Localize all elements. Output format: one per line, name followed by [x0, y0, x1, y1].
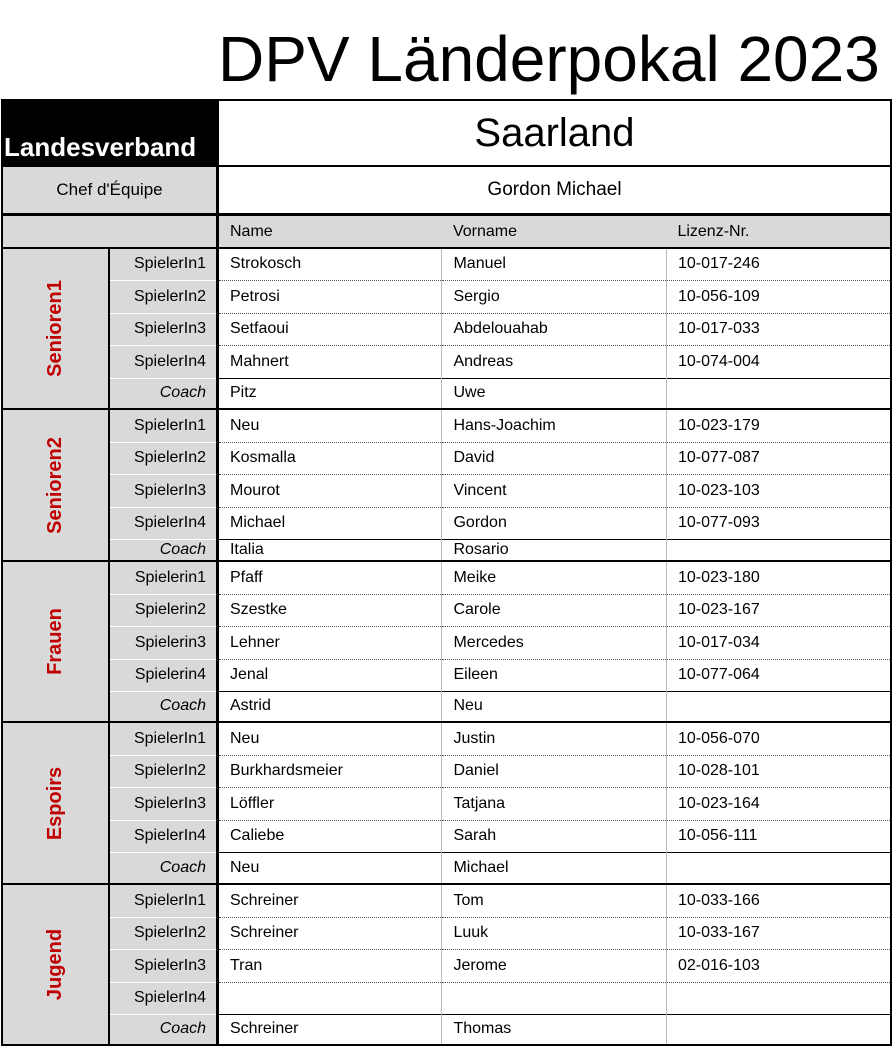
name-cell: Petrosi: [217, 280, 441, 313]
table-row: [2, 539, 891, 561]
group-label-text: Frauen: [44, 608, 67, 675]
lizenz-cell: [666, 852, 891, 884]
table-row: [2, 852, 891, 884]
name-cell: Jenal: [217, 659, 441, 691]
role-label: SpielerIn4: [109, 982, 217, 1014]
team-table: [1, 99, 892, 1046]
name-cell: Kosmalla: [217, 442, 441, 474]
vorname-cell: Mercedes: [442, 626, 666, 659]
column-header-row: [2, 215, 891, 249]
name-cell: Mahnert: [217, 345, 441, 378]
state-name: Saarland: [217, 100, 891, 166]
name-cell: Pitz: [217, 378, 441, 409]
name-cell: Löffler: [217, 787, 441, 820]
vorname-cell: Tatjana: [442, 787, 666, 820]
lizenz-cell: 10-033-167: [666, 917, 891, 949]
name-cell: Neu: [217, 722, 441, 755]
table-row: [2, 884, 891, 917]
lizenz-cell: [666, 539, 891, 561]
lizenz-cell: 10-077-064: [666, 659, 891, 691]
role-label: SpielerIn3: [109, 313, 217, 345]
header-vorname: Vorname: [442, 215, 666, 249]
header-blank: [2, 215, 217, 249]
vorname-cell: Jerome: [442, 949, 666, 982]
lizenz-cell: 10-023-103: [666, 474, 891, 507]
lizenz-cell: 10-077-087: [666, 442, 891, 474]
role-label: SpielerIn3: [109, 474, 217, 507]
table-row: [2, 313, 891, 345]
name-cell: Tran: [217, 949, 441, 982]
vorname-cell: Andreas: [442, 345, 666, 378]
table-row: [2, 949, 891, 982]
role-label: SpielerIn2: [109, 917, 217, 949]
name-cell: Szestke: [217, 594, 441, 626]
vorname-cell: Eileen: [442, 659, 666, 691]
table-row: [2, 248, 891, 280]
name-cell: Schreiner: [217, 917, 441, 949]
name-cell: Neu: [217, 852, 441, 884]
landesverband-label: Landesverband: [2, 100, 217, 166]
group-label-text: Espoirs: [44, 766, 67, 840]
vorname-cell: Uwe: [442, 378, 666, 409]
table-row: [2, 507, 891, 539]
name-cell: Schreiner: [217, 1014, 441, 1045]
group-label-text: Senioren1: [44, 280, 67, 377]
name-cell: Pfaff: [217, 561, 441, 594]
name-cell: Schreiner: [217, 884, 441, 917]
role-label: SpielerIn1: [109, 722, 217, 755]
lizenz-cell: [666, 982, 891, 1014]
group-label: [2, 248, 109, 409]
vorname-cell: Hans-Joachim: [442, 409, 666, 442]
role-label: SpielerIn3: [109, 787, 217, 820]
role-label: SpielerIn2: [109, 280, 217, 313]
name-cell: Burkhardsmeier: [217, 755, 441, 787]
page-title: DPV Länderpokal 2023: [218, 23, 880, 95]
role-label: SpielerIn2: [109, 442, 217, 474]
lizenz-cell: 10-074-004: [666, 345, 891, 378]
header-lizenz: Lizenz-Nr.: [666, 215, 891, 249]
lizenz-cell: 10-023-167: [666, 594, 891, 626]
name-cell: Astrid: [217, 691, 441, 722]
lizenz-cell: 10-028-101: [666, 755, 891, 787]
lizenz-cell: [666, 1014, 891, 1045]
lizenz-cell: 10-077-093: [666, 507, 891, 539]
chef-label: Chef d'Équipe: [2, 166, 217, 215]
vorname-cell: [442, 982, 666, 1014]
vorname-cell: Michael: [442, 852, 666, 884]
group-label: [2, 561, 109, 722]
role-label: Coach: [109, 378, 217, 409]
table-row: [2, 755, 891, 787]
table-row: [2, 659, 891, 691]
lizenz-cell: 10-017-034: [666, 626, 891, 659]
lizenz-cell: 10-023-180: [666, 561, 891, 594]
role-label: Spielerin2: [109, 594, 217, 626]
lizenz-cell: 10-056-109: [666, 280, 891, 313]
role-label: Spielerin1: [109, 561, 217, 594]
lizenz-cell: 10-017-033: [666, 313, 891, 345]
role-label: Coach: [109, 691, 217, 722]
name-cell: Neu: [217, 409, 441, 442]
table-row: [2, 280, 891, 313]
table-row: [2, 982, 891, 1014]
vorname-cell: Luuk: [442, 917, 666, 949]
role-label: Coach: [109, 852, 217, 884]
chef-value: Gordon Michael: [217, 166, 891, 215]
role-label: SpielerIn3: [109, 949, 217, 982]
role-label: SpielerIn4: [109, 345, 217, 378]
role-label: SpielerIn1: [109, 409, 217, 442]
table-row: [2, 722, 891, 755]
name-cell: Michael: [217, 507, 441, 539]
vorname-cell: Rosario: [442, 539, 666, 561]
vorname-cell: Vincent: [442, 474, 666, 507]
name-cell: Setfaoui: [217, 313, 441, 345]
group-label: [2, 722, 109, 884]
name-cell: Mourot: [217, 474, 441, 507]
vorname-cell: Tom: [442, 884, 666, 917]
table-row: [2, 409, 891, 442]
vorname-cell: Gordon: [442, 507, 666, 539]
table-row: [2, 561, 891, 594]
table-row: [2, 345, 891, 378]
group-label: [2, 884, 109, 1045]
lizenz-cell: 10-033-166: [666, 884, 891, 917]
table-row: [2, 691, 891, 722]
vorname-cell: Manuel: [442, 248, 666, 280]
vorname-cell: Abdelouahab: [442, 313, 666, 345]
vorname-cell: Neu: [442, 691, 666, 722]
table-row: [2, 594, 891, 626]
table-row: [2, 917, 891, 949]
header-name: Name: [217, 215, 441, 249]
table-row: [2, 1014, 891, 1045]
vorname-cell: Meike: [442, 561, 666, 594]
vorname-cell: Thomas: [442, 1014, 666, 1045]
lizenz-cell: 10-023-179: [666, 409, 891, 442]
lizenz-cell: 10-056-070: [666, 722, 891, 755]
role-label: Coach: [109, 539, 217, 561]
table-row: [2, 474, 891, 507]
role-label: Spielerin4: [109, 659, 217, 691]
name-cell: Italia: [217, 539, 441, 561]
table-row: [2, 626, 891, 659]
lizenz-cell: 10-056-111: [666, 820, 891, 852]
role-label: Spielerin3: [109, 626, 217, 659]
lizenz-cell: [666, 378, 891, 409]
vorname-cell: David: [442, 442, 666, 474]
table-row: [2, 820, 891, 852]
role-label: SpielerIn1: [109, 248, 217, 280]
role-label: SpielerIn1: [109, 884, 217, 917]
vorname-cell: Daniel: [442, 755, 666, 787]
lizenz-cell: [666, 691, 891, 722]
vorname-cell: Sergio: [442, 280, 666, 313]
vorname-cell: Carole: [442, 594, 666, 626]
name-cell: [217, 982, 441, 1014]
role-label: SpielerIn2: [109, 755, 217, 787]
landesverband-row: [2, 100, 891, 166]
chef-row: [2, 166, 891, 215]
table-row: [2, 378, 891, 409]
vorname-cell: Justin: [442, 722, 666, 755]
lizenz-cell: 10-017-246: [666, 248, 891, 280]
group-label-text: Senioren2: [44, 436, 67, 534]
lizenz-cell: 02-016-103: [666, 949, 891, 982]
name-cell: Strokosch: [217, 248, 441, 280]
group-label: [2, 409, 109, 561]
role-label: Coach: [109, 1014, 217, 1045]
group-label-text: Jugend: [44, 928, 67, 1001]
name-cell: Caliebe: [217, 820, 441, 852]
table-row: [2, 787, 891, 820]
role-label: SpielerIn4: [109, 820, 217, 852]
table-row: [2, 442, 891, 474]
lizenz-cell: 10-023-164: [666, 787, 891, 820]
name-cell: Lehner: [217, 626, 441, 659]
vorname-cell: Sarah: [442, 820, 666, 852]
role-label: SpielerIn4: [109, 507, 217, 539]
